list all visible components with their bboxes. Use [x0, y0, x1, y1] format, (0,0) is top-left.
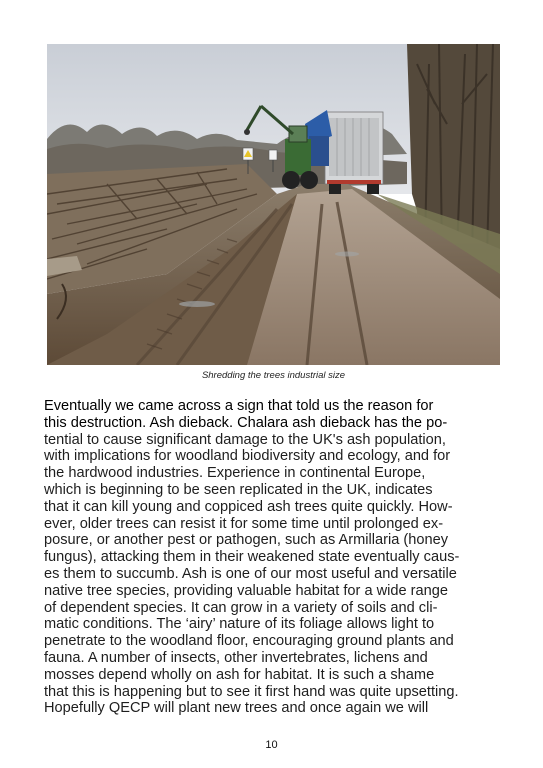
page-number: 10 [265, 739, 278, 751]
text-line: the hardwood industries. Experience in continental Europe, [44, 465, 426, 482]
text-line: posure, or another pest or pathogen, such as Armillaria (honey [44, 532, 448, 549]
text-line: fauna. A number of insects, other invertebrates, lichens and [44, 649, 428, 666]
text-line: tential to cause significant damage to the UK's ash population, [44, 431, 446, 448]
text-line: Eventually we came across a sign that told us the reason for [44, 398, 434, 414]
text-line: matic conditions. The ‘airy’ nature of its foliage allows light to [44, 616, 435, 633]
text-line: that this is happening but to see it first hand was quite upsetting. [44, 683, 459, 700]
text-line: ever, older trees can resist it for some time until prolonged ex- [44, 515, 444, 532]
text-line: this destruction. Ash dieback. Chalara ash dieback has the po- [44, 414, 448, 431]
text-line: of dependent species. It can grow in a variety of soils and cli- [44, 599, 438, 616]
text-line: with implications for woodland biodiversity and ecology, and for [44, 448, 451, 465]
body-paragraph [44, 398, 502, 717]
figure-caption: Shredding the trees industrial size [201, 370, 346, 381]
text-line: fungus), attacking them in their weakened state eventually caus- [44, 549, 460, 566]
text-line: penetrate to the woodland floor, encouraging ground plants and [44, 633, 454, 650]
text-line: native tree species, providing valuable habitat for a wide range [44, 582, 449, 599]
text-line: es them to succumb. Ash is one of our most useful and versatile [44, 565, 457, 582]
text-line: Hopefully QECP will plant new trees and once again we will [44, 700, 429, 717]
woodland-photo [47, 44, 500, 365]
text-line: that it can kill young and coppiced ash trees quite quickly. How- [44, 498, 453, 515]
text-line: which is beginning to be seen replicated in the UK, indicates [44, 481, 433, 498]
text-line: mosses depend wholly on ash for habitat. It is such a shame [44, 666, 435, 683]
